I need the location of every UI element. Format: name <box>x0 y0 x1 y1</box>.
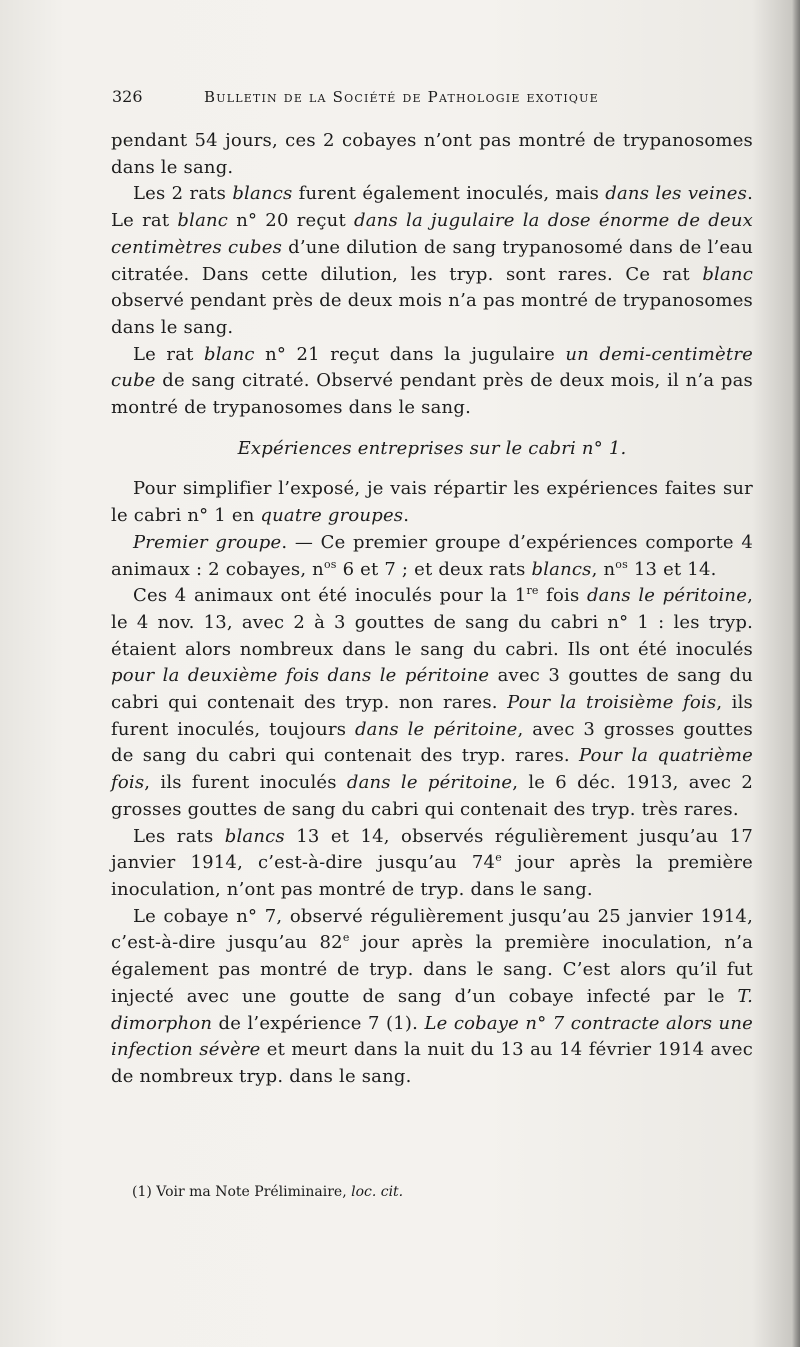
footnote: (1) Voir ma Note Préliminaire, loc. cit. <box>132 1184 404 1200</box>
paragraph-8: Le cobaye n° 7, observé régulièrement jusqu’au 25 janvier 1914, c’est-à-dire jusqu’au 82e jour après la première inoculation, n’a également pas montré de tryp. dans le sang. C’est alors qu’il fut injecté avec une goutte de sang d’un cobaye infecté par le T. dimorphon de l’expérience 7 (1). Le cobaye n° 7 contracte alors une infection sévère et meurt dans la nuit du 13 au 14 février 1914 avec de nombreux tryp. dans le sang. <box>111 905 754 1087</box>
running-title: Bulletin de la Société de Pathologie exotique <box>204 88 599 106</box>
running-header <box>112 84 752 110</box>
section-heading: Expériences entreprises sur le cabri n° 1. <box>237 437 627 459</box>
paragraph-3: Le rat blanc n° 21 reçut dans la jugulaire un demi-centimètre cube de sang citraté. Observé pendant près de deux mois, il n’a pas montré de trypanosomes dans le sang. <box>111 343 753 419</box>
page-edge-shadow <box>792 0 800 1347</box>
paragraph-1: pendant 54 jours, ces 2 cobayes n’ont pas montré de trypanosomes dans le sang. <box>111 130 753 178</box>
paragraph-5: Premier groupe. — Ce premier groupe d’expériences comporte 4 animaux : 2 cobayes, $n^{os}$ 6 et 7 ; et deux rats blancs, $n^{os}$ 13 et 14. <box>111 531 753 580</box>
paragraph-7: Les rats blancs 13 et 14, observés régulièrement jusqu’au 17 janvier 1914, c’est-à-dire jusqu’au 74e jour après la première inoculation, n’ont pas montré de tryp. dans le sang. <box>111 825 753 900</box>
page-number: 326 <box>112 87 143 106</box>
paragraph-2: Les 2 rats blancs furent également inoculés, mais dans les veines. Le rat blanc n° 20 reçut dans la jugulaire la dose énorme de deux centimètres cubes d’une dilution de sang trypanosomé dans de l’eau citratée. Dans cette dilution, les tryp. sont rares. Ce rat blanc observé pendant près de deux mois n’a pas montré de trypanosomes dans le sang. <box>111 183 753 338</box>
paragraph-4: Pour simplifier l’exposé, je vais répartir les expériences faites sur le cabri n° 1 en quatre groupes. <box>111 478 753 527</box>
article-body <box>111 128 753 1091</box>
paragraph-6: Ces 4 animaux ont été inoculés pour la 1re fois dans le péritoine, le 4 nov. 13, avec 2 à 3 gouttes de sang du cabri n° 1 : les tryp. étaient alors nombreux dans le sang du cabri. Ils ont été inoculés pour la deuxième fois dans le péritoine avec 3 gouttes de sang du cabri qui contenait des tryp. non rares. Pour la troisième fois, ils furent inoculés, toujours dans le péritoine, avec 3 grosses gouttes de sang du cabri qui contenait des tryp. rares. Pour la quatrième fois, ils furent inoculés dans le péritoine, le 6 déc. 1913, avec 2 grosses gouttes de sang du cabri qui contenait des tryp. très rares. <box>111 584 754 820</box>
